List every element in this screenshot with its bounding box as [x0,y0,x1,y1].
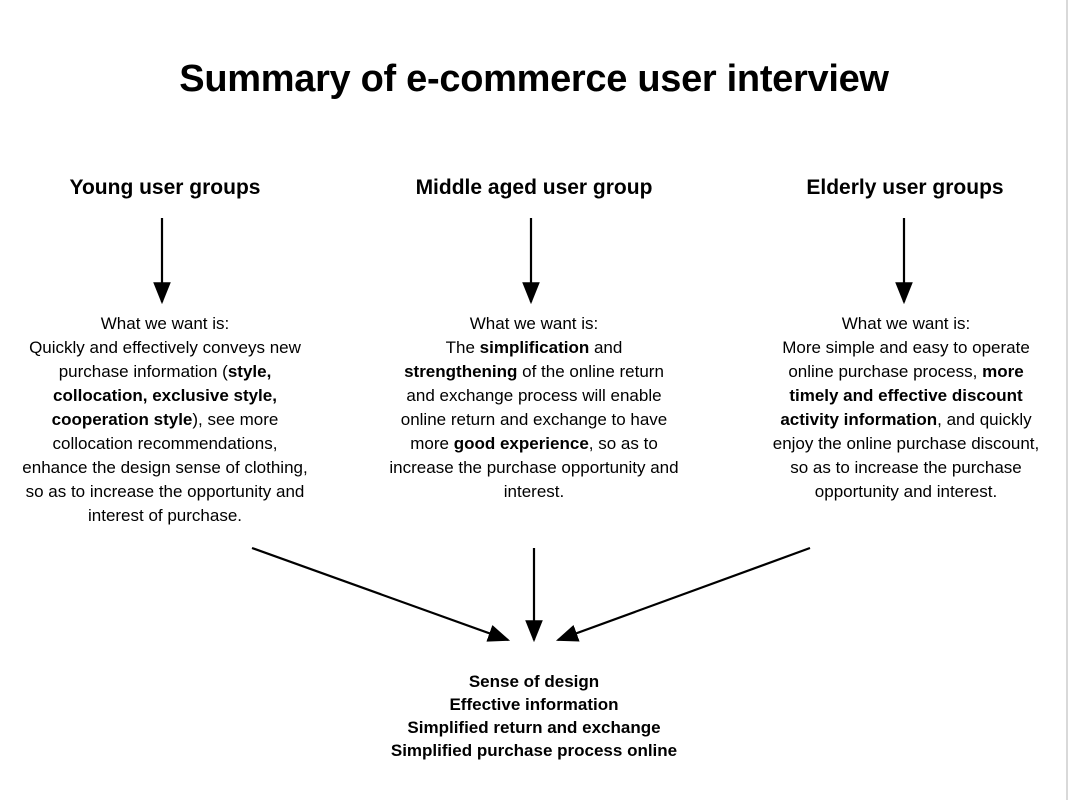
column-body-young: What we want is: Quickly and effectively conveys new purchase information (style, collocation, exclusive style, cooperation style), see more collocation recommendations, enhance the design sense of clothing, so as to increase the opportunity and interest of purchase. [22,314,308,525]
column-heading-elderly: Elderly user groups [806,176,1004,199]
column-heading-young: Young user groups [69,176,261,199]
page-title: Summary of e-commerce user interview [179,58,889,100]
column-heading-middle-aged: Middle aged user group [415,176,653,199]
column-body-middle-aged: What we want is: The simplification and strengthening of the online return and exchange process will enable online return and exchange to have more good experience, so as to increase the purchase opportunity and interest. [389,314,679,501]
summary-block [0,670,1068,762]
summary-line-1: Sense of design [468,672,600,691]
arrow-young-to-summary [252,548,508,640]
summary-line-2: Effective information [449,695,619,714]
summary-line-4: Simplified purchase process online [390,741,678,760]
arrow-elderly-to-summary [558,548,810,640]
column-body-elderly: What we want is: More simple and easy to operate online purchase process, more timely and effective discount activity information, and quickly enjoy the online purchase discount, so as to increase the purchase opportunity and interest. [772,314,1040,501]
summary-line-3: Simplified return and exchange [407,718,661,737]
